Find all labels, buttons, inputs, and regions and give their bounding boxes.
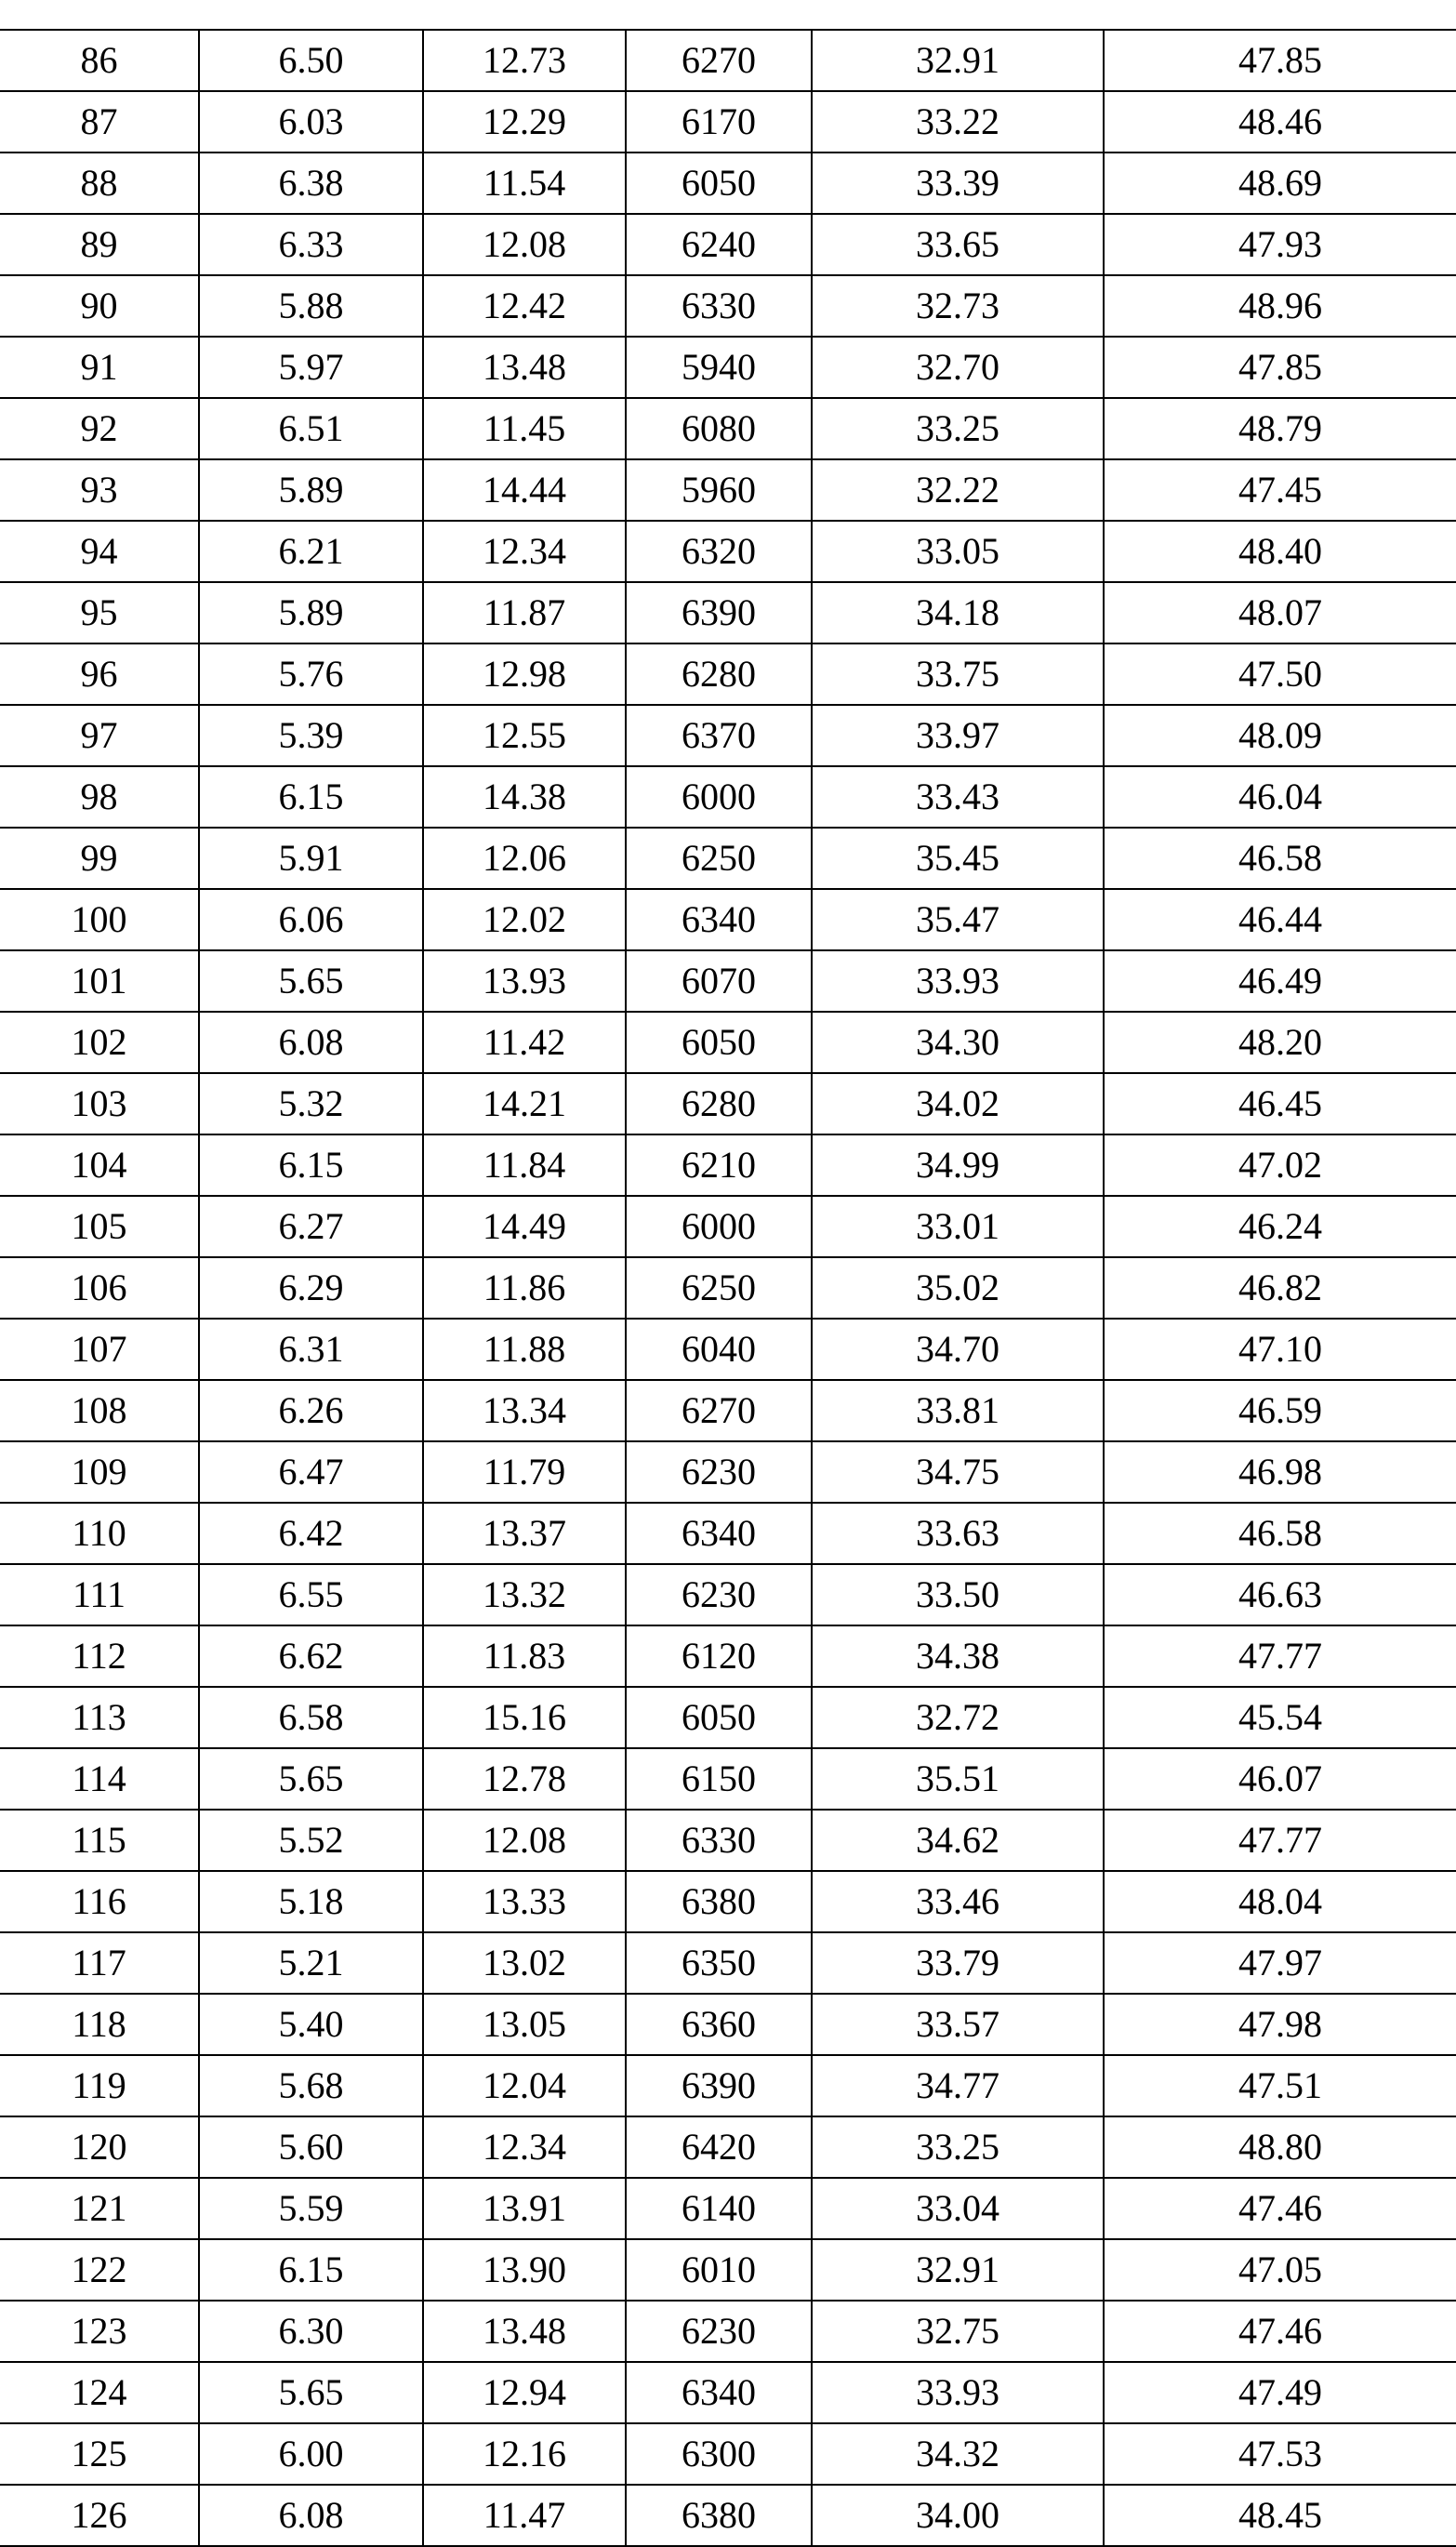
table-cell: 11.83 (423, 1625, 626, 1687)
table-cell: 6280 (626, 1073, 812, 1134)
table-cell: 12.04 (423, 2055, 626, 2116)
table-cell: 45.54 (1104, 1687, 1456, 1748)
table-cell: 6010 (626, 2239, 812, 2301)
table-cell: 34.18 (812, 582, 1104, 643)
table-cell: 46.58 (1104, 828, 1456, 889)
table-cell: 6.47 (199, 1441, 423, 1503)
row-index-cell: 90 (0, 275, 199, 337)
table-cell: 6370 (626, 705, 812, 766)
table-cell: 33.50 (812, 1564, 1104, 1625)
table-cell: 6340 (626, 2362, 812, 2423)
table-cell: 35.45 (812, 828, 1104, 889)
row-index-cell: 118 (0, 1994, 199, 2055)
table-row (0, 2301, 1456, 2362)
table-cell: 47.93 (1104, 214, 1456, 275)
table-cell: 13.48 (423, 2301, 626, 2362)
table-cell: 5960 (626, 459, 812, 521)
row-index-cell: 93 (0, 459, 199, 521)
table-cell: 47.85 (1104, 337, 1456, 398)
row-index-cell: 89 (0, 214, 199, 275)
table-cell: 13.32 (423, 1564, 626, 1625)
table-cell: 12.78 (423, 1748, 626, 1810)
table-row (0, 2239, 1456, 2301)
table-cell: 13.37 (423, 1503, 626, 1564)
table-cell: 33.25 (812, 398, 1104, 459)
table-cell: 46.44 (1104, 889, 1456, 950)
table-cell: 6000 (626, 1196, 812, 1257)
table-cell: 12.55 (423, 705, 626, 766)
table-cell: 11.45 (423, 398, 626, 459)
table-cell: 6.62 (199, 1625, 423, 1687)
table-cell: 6390 (626, 2055, 812, 2116)
table-cell: 34.32 (812, 2423, 1104, 2485)
table-cell: 48.46 (1104, 91, 1456, 153)
table-cell: 6.26 (199, 1380, 423, 1441)
row-index-cell: 94 (0, 521, 199, 582)
table-cell: 46.07 (1104, 1748, 1456, 1810)
table-row (0, 521, 1456, 582)
table-row (0, 2178, 1456, 2239)
table-cell: 48.40 (1104, 521, 1456, 582)
row-index-cell: 113 (0, 1687, 199, 1748)
table-row (0, 582, 1456, 643)
table-cell: 33.57 (812, 1994, 1104, 2055)
table-cell: 46.63 (1104, 1564, 1456, 1625)
table-row (0, 1687, 1456, 1748)
table-cell: 33.01 (812, 1196, 1104, 1257)
table-cell: 47.02 (1104, 1134, 1456, 1196)
table-cell: 34.77 (812, 2055, 1104, 2116)
table-cell: 6320 (626, 521, 812, 582)
table-cell: 47.05 (1104, 2239, 1456, 2301)
table-cell: 13.34 (423, 1380, 626, 1441)
table-cell: 6.21 (199, 521, 423, 582)
row-index-cell: 95 (0, 582, 199, 643)
table-cell: 33.63 (812, 1503, 1104, 1564)
table-row (0, 950, 1456, 1012)
table-cell: 12.73 (423, 30, 626, 91)
table-cell: 5.91 (199, 828, 423, 889)
table-body (0, 30, 1456, 2546)
table-cell: 6.30 (199, 2301, 423, 2362)
table-cell: 6150 (626, 1748, 812, 1810)
table-cell: 6080 (626, 398, 812, 459)
table-cell: 6270 (626, 1380, 812, 1441)
table-cell: 6040 (626, 1319, 812, 1380)
table-cell: 6380 (626, 1871, 812, 1932)
table-cell: 6250 (626, 828, 812, 889)
row-index-cell: 96 (0, 643, 199, 705)
row-index-cell: 126 (0, 2485, 199, 2546)
table-cell: 47.46 (1104, 2301, 1456, 2362)
table-cell: 6350 (626, 1932, 812, 1994)
row-index-cell: 110 (0, 1503, 199, 1564)
row-index-cell: 88 (0, 153, 199, 214)
table-cell: 12.29 (423, 91, 626, 153)
row-index-cell: 124 (0, 2362, 199, 2423)
table-row (0, 1380, 1456, 1441)
table-cell: 6270 (626, 30, 812, 91)
row-index-cell: 112 (0, 1625, 199, 1687)
table-cell: 11.88 (423, 1319, 626, 1380)
table-cell: 6.15 (199, 766, 423, 828)
table-cell: 12.08 (423, 1810, 626, 1871)
table-cell: 47.53 (1104, 2423, 1456, 2485)
table-cell: 33.05 (812, 521, 1104, 582)
table-cell: 34.99 (812, 1134, 1104, 1196)
table-cell: 33.81 (812, 1380, 1104, 1441)
table-cell: 12.42 (423, 275, 626, 337)
table-cell: 5.65 (199, 950, 423, 1012)
table-row (0, 337, 1456, 398)
table-cell: 48.07 (1104, 582, 1456, 643)
table-cell: 32.91 (812, 2239, 1104, 2301)
table-cell: 46.04 (1104, 766, 1456, 828)
table-cell: 47.45 (1104, 459, 1456, 521)
table-cell: 35.47 (812, 889, 1104, 950)
table-row (0, 459, 1456, 521)
table-cell: 47.51 (1104, 2055, 1456, 2116)
table-cell: 5.21 (199, 1932, 423, 1994)
table-cell: 48.96 (1104, 275, 1456, 337)
table-row (0, 1932, 1456, 1994)
table-cell: 47.77 (1104, 1625, 1456, 1687)
table-cell: 34.02 (812, 1073, 1104, 1134)
table-cell: 33.79 (812, 1932, 1104, 1994)
row-index-cell: 87 (0, 91, 199, 153)
table-cell: 47.10 (1104, 1319, 1456, 1380)
table-cell: 6.31 (199, 1319, 423, 1380)
table-cell: 13.91 (423, 2178, 626, 2239)
table-row (0, 153, 1456, 214)
table-cell: 32.72 (812, 1687, 1104, 1748)
table-cell: 32.22 (812, 459, 1104, 521)
table-cell: 6.08 (199, 1012, 423, 1073)
table-cell: 6330 (626, 1810, 812, 1871)
table-row (0, 2055, 1456, 2116)
row-index-cell: 107 (0, 1319, 199, 1380)
row-index-cell: 123 (0, 2301, 199, 2362)
table-row (0, 1073, 1456, 1134)
row-index-cell: 102 (0, 1012, 199, 1073)
table-cell: 12.34 (423, 2116, 626, 2178)
table-row (0, 2116, 1456, 2178)
table-row (0, 1503, 1456, 1564)
table-cell: 5.97 (199, 337, 423, 398)
table-row (0, 766, 1456, 828)
row-index-cell: 86 (0, 30, 199, 91)
table-cell: 33.75 (812, 643, 1104, 705)
table-cell: 33.22 (812, 91, 1104, 153)
table-cell: 11.54 (423, 153, 626, 214)
table-cell: 14.49 (423, 1196, 626, 1257)
table-cell: 47.50 (1104, 643, 1456, 705)
table-cell: 32.73 (812, 275, 1104, 337)
table-cell: 6340 (626, 889, 812, 950)
table-row (0, 214, 1456, 275)
table-cell: 5.52 (199, 1810, 423, 1871)
table-cell: 47.46 (1104, 2178, 1456, 2239)
table-cell: 5.65 (199, 1748, 423, 1810)
table-cell: 6280 (626, 643, 812, 705)
table-row (0, 2423, 1456, 2485)
table-cell: 33.65 (812, 214, 1104, 275)
table-cell: 6070 (626, 950, 812, 1012)
row-index-cell: 103 (0, 1073, 199, 1134)
table-cell: 48.45 (1104, 2485, 1456, 2546)
row-index-cell: 99 (0, 828, 199, 889)
table-cell: 6240 (626, 214, 812, 275)
table-cell: 48.04 (1104, 1871, 1456, 1932)
row-index-cell: 122 (0, 2239, 199, 2301)
table-cell: 6120 (626, 1625, 812, 1687)
table-cell: 11.86 (423, 1257, 626, 1319)
table-row (0, 643, 1456, 705)
table-cell: 47.97 (1104, 1932, 1456, 1994)
data-table (0, 29, 1456, 2547)
table-cell: 6.00 (199, 2423, 423, 2485)
table-cell: 11.87 (423, 582, 626, 643)
table-cell: 6050 (626, 153, 812, 214)
table-cell: 6330 (626, 275, 812, 337)
table-cell: 12.02 (423, 889, 626, 950)
table-cell: 34.62 (812, 1810, 1104, 1871)
table-row (0, 1810, 1456, 1871)
table-cell: 6170 (626, 91, 812, 153)
table-cell: 15.16 (423, 1687, 626, 1748)
table-cell: 5.65 (199, 2362, 423, 2423)
table-row (0, 1012, 1456, 1073)
table-cell: 32.91 (812, 30, 1104, 91)
table-row (0, 1994, 1456, 2055)
table-cell: 13.93 (423, 950, 626, 1012)
table-row (0, 275, 1456, 337)
table-cell: 13.48 (423, 337, 626, 398)
table-cell: 11.84 (423, 1134, 626, 1196)
table-cell: 5.88 (199, 275, 423, 337)
table-cell: 6140 (626, 2178, 812, 2239)
table-cell: 5940 (626, 337, 812, 398)
row-index-cell: 114 (0, 1748, 199, 1810)
table-row (0, 1134, 1456, 1196)
row-index-cell: 105 (0, 1196, 199, 1257)
table-row (0, 30, 1456, 91)
table-cell: 11.79 (423, 1441, 626, 1503)
table-cell: 47.77 (1104, 1810, 1456, 1871)
row-index-cell: 97 (0, 705, 199, 766)
table-cell: 33.39 (812, 153, 1104, 214)
table-cell: 6230 (626, 2301, 812, 2362)
table-cell: 6.15 (199, 1134, 423, 1196)
row-index-cell: 119 (0, 2055, 199, 2116)
table-cell: 11.47 (423, 2485, 626, 2546)
table-row (0, 398, 1456, 459)
table-row (0, 1564, 1456, 1625)
table-cell: 12.16 (423, 2423, 626, 2485)
table-cell: 6230 (626, 1564, 812, 1625)
table-row (0, 1871, 1456, 1932)
table-cell: 5.68 (199, 2055, 423, 2116)
row-index-cell: 108 (0, 1380, 199, 1441)
table-cell: 6.08 (199, 2485, 423, 2546)
row-index-cell: 117 (0, 1932, 199, 1994)
row-index-cell: 104 (0, 1134, 199, 1196)
row-index-cell: 100 (0, 889, 199, 950)
table-cell: 32.70 (812, 337, 1104, 398)
table-cell: 6250 (626, 1257, 812, 1319)
table-cell: 48.09 (1104, 705, 1456, 766)
table-row (0, 2485, 1456, 2546)
table-cell: 47.85 (1104, 30, 1456, 91)
table-cell: 6.55 (199, 1564, 423, 1625)
table-cell: 12.34 (423, 521, 626, 582)
table-cell: 6.15 (199, 2239, 423, 2301)
table-cell: 46.45 (1104, 1073, 1456, 1134)
table-cell: 35.02 (812, 1257, 1104, 1319)
row-index-cell: 120 (0, 2116, 199, 2178)
table-cell: 6.33 (199, 214, 423, 275)
table-cell: 6230 (626, 1441, 812, 1503)
table-cell: 33.46 (812, 1871, 1104, 1932)
table-cell: 6050 (626, 1687, 812, 1748)
table-cell: 6.58 (199, 1687, 423, 1748)
table-cell: 12.94 (423, 2362, 626, 2423)
table-cell: 5.60 (199, 2116, 423, 2178)
table-cell: 11.42 (423, 1012, 626, 1073)
table-cell: 5.18 (199, 1871, 423, 1932)
table-cell: 47.98 (1104, 1994, 1456, 2055)
row-index-cell: 91 (0, 337, 199, 398)
row-index-cell: 115 (0, 1810, 199, 1871)
table-row (0, 2362, 1456, 2423)
table-cell: 5.89 (199, 459, 423, 521)
row-index-cell: 111 (0, 1564, 199, 1625)
table-cell: 14.38 (423, 766, 626, 828)
table-row (0, 1319, 1456, 1380)
table-row (0, 1625, 1456, 1687)
table-cell: 33.04 (812, 2178, 1104, 2239)
table-row (0, 91, 1456, 153)
table-cell: 6300 (626, 2423, 812, 2485)
table-cell: 32.75 (812, 2301, 1104, 2362)
table-cell: 33.25 (812, 2116, 1104, 2178)
table-cell: 6.50 (199, 30, 423, 91)
table-row (0, 828, 1456, 889)
table-cell: 6340 (626, 1503, 812, 1564)
table-cell: 13.02 (423, 1932, 626, 1994)
row-index-cell: 109 (0, 1441, 199, 1503)
table-row (0, 705, 1456, 766)
table-cell: 6.03 (199, 91, 423, 153)
table-cell: 13.33 (423, 1871, 626, 1932)
table-cell: 5.39 (199, 705, 423, 766)
table-cell: 5.40 (199, 1994, 423, 2055)
table-cell: 46.59 (1104, 1380, 1456, 1441)
table-cell: 5.76 (199, 643, 423, 705)
table-cell: 6.38 (199, 153, 423, 214)
table-cell: 6210 (626, 1134, 812, 1196)
table-cell: 34.70 (812, 1319, 1104, 1380)
row-index-cell: 98 (0, 766, 199, 828)
row-index-cell: 92 (0, 398, 199, 459)
table-cell: 48.69 (1104, 153, 1456, 214)
table-cell: 12.06 (423, 828, 626, 889)
table-row (0, 1748, 1456, 1810)
table-cell: 46.82 (1104, 1257, 1456, 1319)
table-row (0, 1196, 1456, 1257)
table-cell: 6.06 (199, 889, 423, 950)
table-cell: 46.98 (1104, 1441, 1456, 1503)
table-cell: 35.51 (812, 1748, 1104, 1810)
table-cell: 6000 (626, 766, 812, 828)
row-index-cell: 116 (0, 1871, 199, 1932)
data-table-container (0, 29, 1456, 2547)
table-cell: 6420 (626, 2116, 812, 2178)
table-cell: 6050 (626, 1012, 812, 1073)
table-cell: 6.42 (199, 1503, 423, 1564)
table-cell: 6380 (626, 2485, 812, 2546)
table-cell: 46.58 (1104, 1503, 1456, 1564)
table-cell: 6360 (626, 1994, 812, 2055)
table-row (0, 1257, 1456, 1319)
row-index-cell: 125 (0, 2423, 199, 2485)
table-cell: 47.49 (1104, 2362, 1456, 2423)
table-cell: 13.90 (423, 2239, 626, 2301)
table-cell: 48.80 (1104, 2116, 1456, 2178)
table-cell: 13.05 (423, 1994, 626, 2055)
row-index-cell: 101 (0, 950, 199, 1012)
table-cell: 33.43 (812, 766, 1104, 828)
table-cell: 48.79 (1104, 398, 1456, 459)
table-cell: 33.93 (812, 2362, 1104, 2423)
table-cell: 5.59 (199, 2178, 423, 2239)
table-row (0, 1441, 1456, 1503)
table-cell: 33.97 (812, 705, 1104, 766)
table-cell: 14.21 (423, 1073, 626, 1134)
table-cell: 33.93 (812, 950, 1104, 1012)
row-index-cell: 106 (0, 1257, 199, 1319)
table-cell: 34.38 (812, 1625, 1104, 1687)
table-cell: 5.89 (199, 582, 423, 643)
row-index-cell: 121 (0, 2178, 199, 2239)
table-cell: 14.44 (423, 459, 626, 521)
table-cell: 46.24 (1104, 1196, 1456, 1257)
table-cell: 6.27 (199, 1196, 423, 1257)
table-cell: 34.00 (812, 2485, 1104, 2546)
table-cell: 12.98 (423, 643, 626, 705)
table-cell: 34.30 (812, 1012, 1104, 1073)
table-cell: 12.08 (423, 214, 626, 275)
table-row (0, 889, 1456, 950)
table-cell: 34.75 (812, 1441, 1104, 1503)
table-cell: 5.32 (199, 1073, 423, 1134)
table-cell: 6.29 (199, 1257, 423, 1319)
table-cell: 48.20 (1104, 1012, 1456, 1073)
table-cell: 6390 (626, 582, 812, 643)
table-cell: 6.51 (199, 398, 423, 459)
table-cell: 46.49 (1104, 950, 1456, 1012)
